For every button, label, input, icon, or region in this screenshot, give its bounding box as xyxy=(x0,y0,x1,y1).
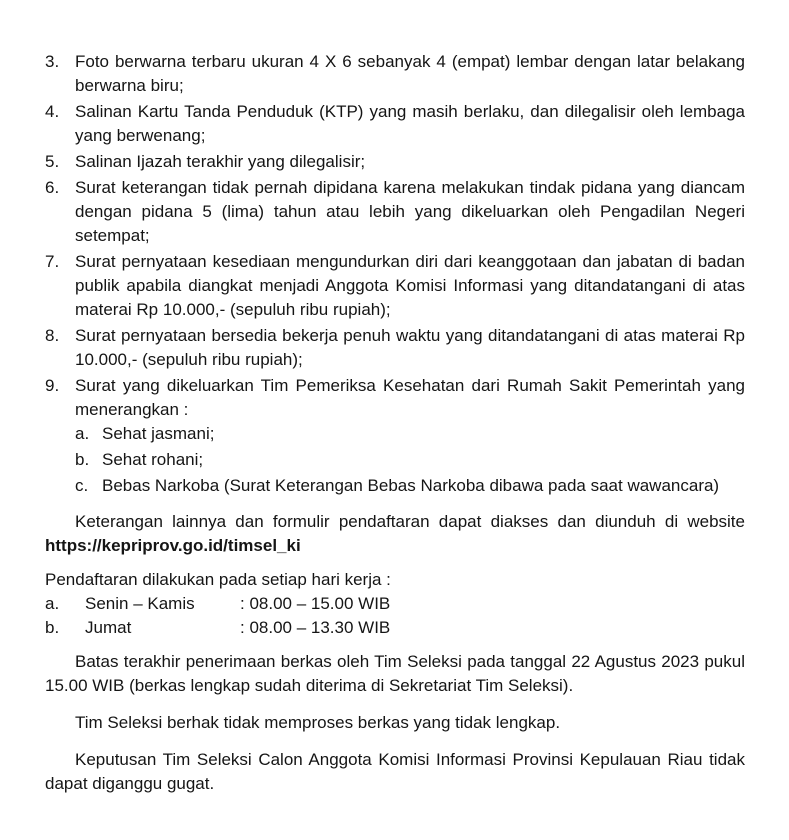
list-item-text: Surat yang dikeluarkan Tim Pemeriksa Kesehatan dari Rumah Sakit Pemerintah yang menerangkan : xyxy=(75,376,745,419)
sub-item-letter: b. xyxy=(75,450,90,469)
schedule-letter: b. xyxy=(45,618,60,637)
list-item xyxy=(45,100,745,148)
list-item xyxy=(45,374,745,500)
list-item-text: Surat pernyataan kesediaan mengundurkan diri dari keanggotaan dan jabatan di badan publik apabila diangkat menjadi Anggota Komisi Informasi yang ditandatangani di atas materai Rp 10.000,- (sepuluh ribu rupiah); xyxy=(75,252,745,319)
sub-item-text: Sehat jasmani; xyxy=(102,424,215,443)
list-item-text: Surat keterangan tidak pernah dipidana karena melakukan tindak pidana yang diancam dengan pidana 5 (lima) tahun atau lebih yang dikeluarkan oleh Pengadilan Negeri setempat; xyxy=(75,178,745,245)
list-item-text: Surat pernyataan bersedia bekerja penuh waktu yang ditandatangani di atas materai Rp 10.000,- (sepuluh ribu rupiah); xyxy=(75,326,745,369)
list-item-number: 8. xyxy=(45,326,60,345)
list-item-text: Foto berwarna terbaru ukuran 4 X 6 sebanyak 4 (empat) lembar dengan latar belakang berwarna biru; xyxy=(75,52,745,95)
list-item xyxy=(45,50,745,98)
list-item xyxy=(45,176,745,248)
list-item xyxy=(45,324,745,372)
list-item-text: Salinan Ijazah terakhir yang dilegalisir; xyxy=(75,152,366,171)
list-item-text: Salinan Kartu Tanda Penduduk (KTP) yang masih berlaku, dan dilegalisir oleh lembaga yang berwenang; xyxy=(75,102,745,145)
website-link: https://kepriprov.go.id/timsel_ki xyxy=(45,536,301,555)
deadline-paragraph: Batas terakhir penerimaan berkas oleh Tim Seleksi pada tanggal 22 Agustus 2023 pukul 15.00 WIB (berkas lengkap sudah diterima di Sekretariat Tim Seleksi). xyxy=(45,652,745,695)
final-decision-paragraph: Keputusan Tim Seleksi Calon Anggota Komisi Informasi Provinsi Kepulauan Riau tidak dapat diganggu gugat. xyxy=(45,750,745,793)
list-item-number: 5. xyxy=(45,152,60,171)
sub-list-item xyxy=(75,448,745,472)
sub-item-text: Sehat rohani; xyxy=(102,450,204,469)
incomplete-files-paragraph: Tim Seleksi berhak tidak memproses berkas yang tidak lengkap. xyxy=(75,713,561,732)
sub-list-item xyxy=(75,474,745,498)
registration-schedule xyxy=(45,592,745,640)
list-item-number: 3. xyxy=(45,52,60,71)
list-item xyxy=(45,250,745,322)
schedule-row xyxy=(45,592,745,616)
schedule-hours: : 08.00 – 13.30 WIB xyxy=(240,618,391,637)
info-paragraph xyxy=(45,510,745,558)
sub-item-text: Bebas Narkoba (Surat Keterangan Bebas Narkoba dibawa pada saat wawancara) xyxy=(102,476,720,495)
list-item-number: 4. xyxy=(45,102,60,121)
sub-list-item xyxy=(75,422,745,446)
sub-item-letter: a. xyxy=(75,424,90,443)
list-item-number: 9. xyxy=(45,376,60,395)
schedule-row xyxy=(45,616,745,640)
health-sub-list xyxy=(75,422,745,498)
info-paragraph-text: Keterangan lainnya dan formulir pendaftaran dapat diakses dan diunduh di website xyxy=(75,512,745,531)
list-item xyxy=(45,150,745,174)
sub-item-letter: c. xyxy=(75,476,89,495)
schedule-days: Senin – Kamis xyxy=(85,594,195,613)
registration-heading: Pendaftaran dilakukan pada setiap hari kerja : xyxy=(45,570,391,589)
list-item-number: 6. xyxy=(45,178,60,197)
schedule-days: Jumat xyxy=(85,618,132,637)
requirements-list xyxy=(45,50,745,500)
list-item-number: 7. xyxy=(45,252,60,271)
schedule-hours: : 08.00 – 15.00 WIB xyxy=(240,594,391,613)
schedule-letter: a. xyxy=(45,594,60,613)
